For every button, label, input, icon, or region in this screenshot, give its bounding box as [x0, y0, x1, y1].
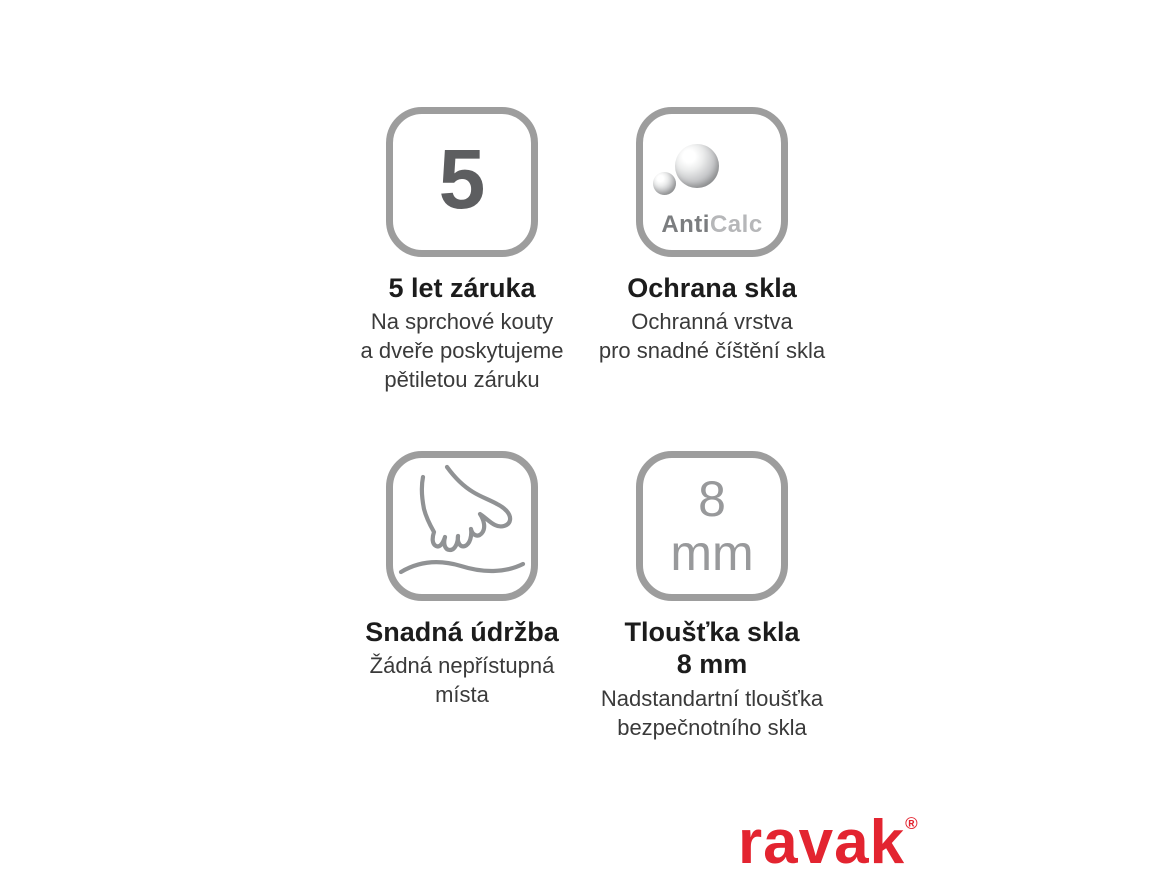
desc-line: pětiletou záruku	[384, 367, 540, 392]
bubble-small-icon	[653, 172, 676, 195]
registered-trademark-icon: ®	[905, 814, 918, 833]
desc-line: bezpečnotního skla	[617, 715, 807, 740]
feature-card-glass-protection	[582, 107, 842, 365]
feature-desc-glass-protection	[582, 307, 842, 365]
feature-title-warranty: 5 let záruka	[388, 273, 536, 303]
thickness-8mm-icon	[636, 451, 788, 601]
ravak-logo	[738, 793, 918, 877]
desc-line: pro snadné číštění skla	[598, 338, 826, 363]
feature-subtitle-8mm: 8 mm	[676, 649, 748, 679]
hand-care-icon	[386, 451, 538, 601]
feature-card-maintenance	[332, 451, 592, 709]
feature-desc-glass-thickness	[582, 684, 842, 742]
feature-card-warranty	[332, 107, 592, 394]
anticalc-label-anti: Anti	[661, 211, 710, 238]
bubble-large-icon	[675, 144, 719, 188]
feature-desc-warranty	[332, 307, 592, 394]
ravak-logo-text: ravak	[738, 808, 906, 877]
desc-line: Ochranná vrstva	[631, 309, 793, 334]
anticalc-label-calc: Calc	[709, 211, 763, 238]
feature-desc-maintenance	[332, 651, 592, 709]
desc-line: místa	[435, 682, 489, 707]
anticalc-icon	[636, 107, 788, 257]
desc-line: Nadstandartní tloušťka	[600, 686, 824, 711]
hand-icon	[393, 458, 529, 594]
feature-title-glass-protection: Ochrana skla	[627, 273, 797, 303]
desc-line: Na sprchové kouty	[370, 309, 554, 334]
feature-title-maintenance: Snadná údržba	[365, 617, 559, 647]
anticalc-label	[643, 213, 781, 237]
thickness-value: 8	[698, 471, 726, 527]
feature-card-glass-thickness	[582, 451, 842, 742]
desc-line: a dveře poskytujeme	[360, 338, 564, 363]
thickness-unit: mm	[670, 525, 754, 581]
five-badge-icon	[386, 107, 538, 257]
wave-icon	[401, 562, 523, 572]
five-number: 5	[438, 132, 486, 226]
feature-title-glass-thickness: Tloušťka skla	[624, 617, 800, 647]
desc-line: Žádná nepřístupná	[369, 653, 555, 678]
